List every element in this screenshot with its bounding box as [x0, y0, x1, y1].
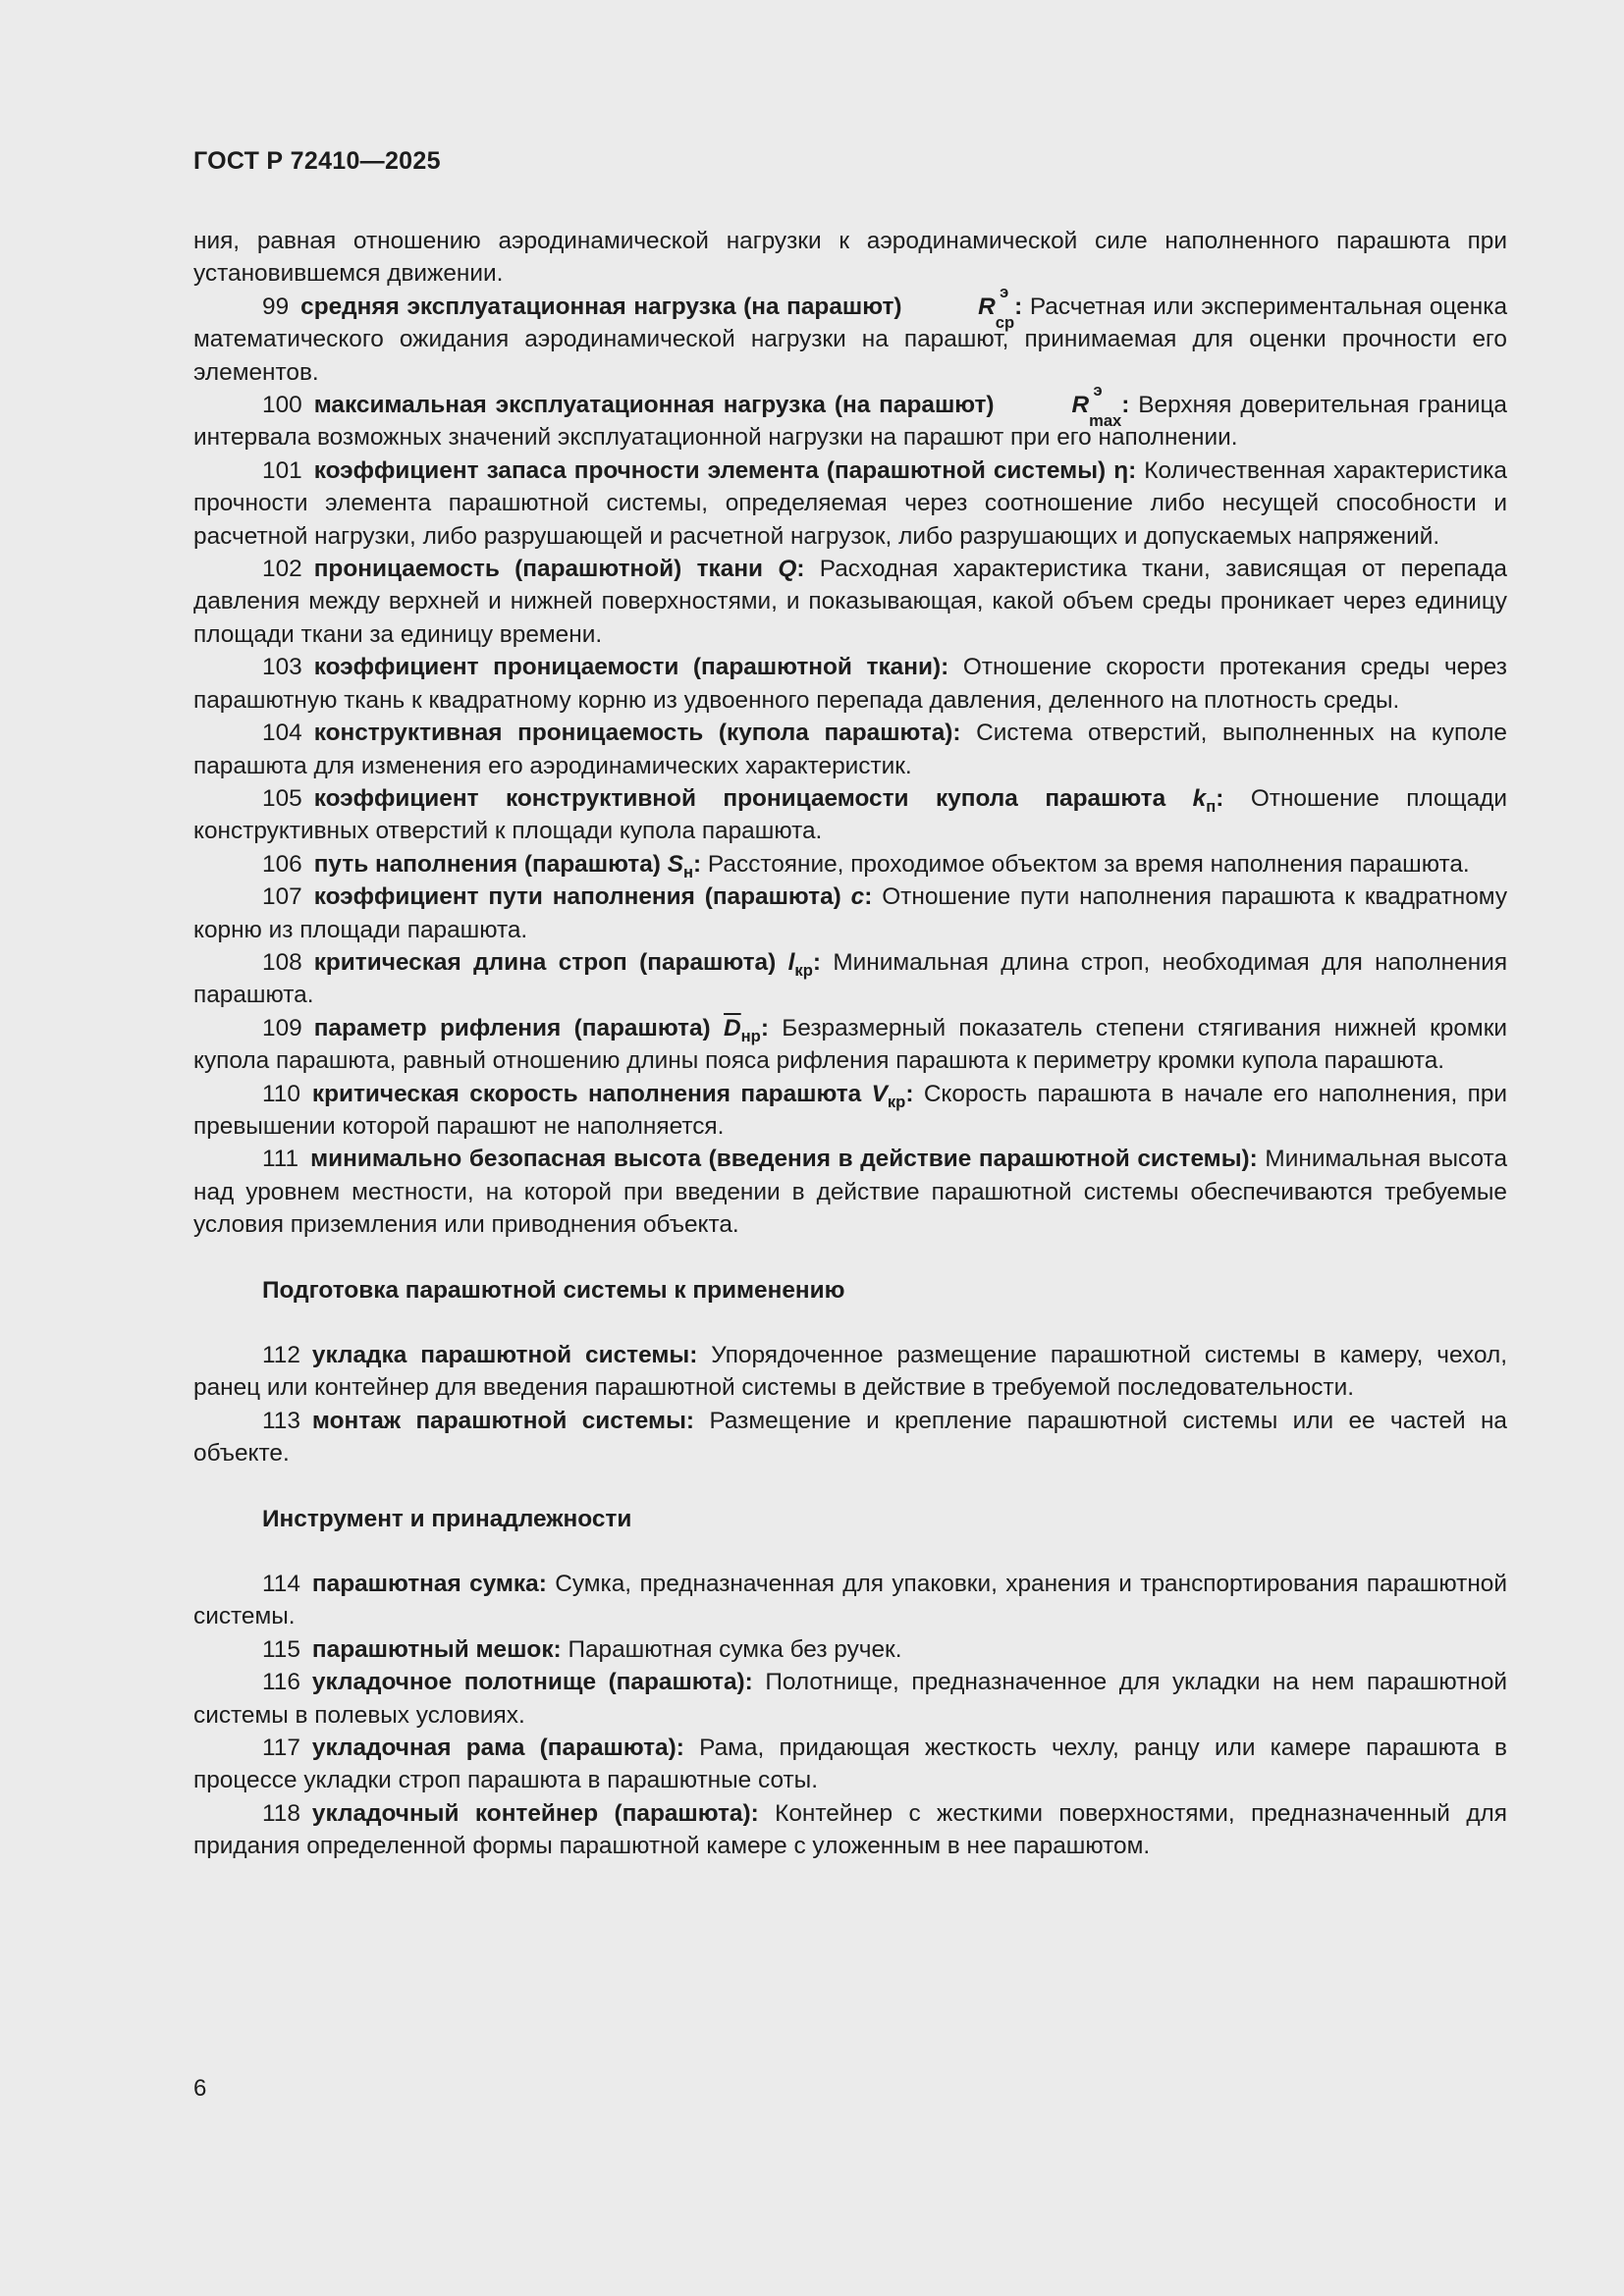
term-symbol: c [850, 883, 865, 911]
term-name: укладка парашютной системы: [311, 1342, 698, 1368]
term-number: 109 [262, 1014, 302, 1041]
term-109: 109 параметр рифления (парашюта) $\overline{D}_{нр}$: Безразмерный показатель степени стягивания нижней кромки купола парашюта, равный отношению длины пояса рифления парашюта к периметру кромки купола парашюта. [193, 1014, 1508, 1075]
term-name: путь наполнения (парашюта) [313, 850, 661, 878]
term-number: 116 [262, 1669, 300, 1696]
term-symbol: $k_п$ [1192, 784, 1217, 816]
term-115 [193, 1633, 1507, 1666]
term-definition: Отношение площади конструктивных отверстий к площади купола парашюта. [193, 784, 1508, 845]
term-name: критическая скорость наполнения парашюта [311, 1080, 862, 1107]
term-number: 99 [262, 293, 290, 320]
term-number: 106 [262, 850, 302, 878]
term-name: коэффициент запаса прочности элемента (парашютной системы) η: [313, 456, 1137, 484]
term-symbol: Q [778, 556, 797, 583]
term-number: 101 [262, 456, 302, 484]
term-107: 107 коэффициент пути наполнения (парашюта) c: Отношение пути наполнения парашюта к квадратному корню из площади парашюта. [193, 883, 1508, 943]
term-name: средняя эксплуатационная нагрузка (на парашют) [300, 293, 902, 320]
term-name: параметр рифления (парашюта) [313, 1014, 711, 1041]
term-name: укладочное полотнище (парашюта): [311, 1669, 753, 1696]
term-number: 114 [262, 1571, 300, 1598]
term-105: 105 коэффициент конструктивной проницаемости купола парашюта $k_п$: Отношение площади конструктивных отверстий к площади купола парашюта. [193, 784, 1508, 845]
term-117 [193, 1732, 1507, 1797]
term-symbol: R э $_{ср}$ [978, 282, 1015, 332]
page-number: 6 [193, 2075, 207, 2102]
term-number: 108 [262, 948, 302, 976]
term-102: 102 проницаемость (парашютной) ткани Q: Расходная характеристика ткани, зависящая от перепада давления между верхней и нижней поверхностями, и показывающая, какой объем среды проникает через единицу площади ткани за единицу времени. [193, 556, 1507, 648]
term-symbol: $\overline{D}_{нр}$ [724, 1014, 761, 1045]
term-number: 102 [262, 556, 302, 583]
term-103 [193, 651, 1507, 717]
term-113 [193, 1405, 1507, 1470]
term-definition: Упорядоченное размещение парашютной системы в камеру, чехол, ранец или контейнер для введения парашютной системы в действие в требуемой последовательности. [193, 1342, 1507, 1402]
term-definition: Полотнище, предназначенное для укладки на нем парашютной системы в полевых условиях. [193, 1669, 1508, 1729]
term-number: 103 [262, 654, 302, 681]
term-101 [193, 454, 1507, 553]
term-definition: Минимальная высота над уровнем местности, на которой при введении в действие парашютной системы обеспечиваются требуемые условия приземления или приводнения объекта. [193, 1146, 1508, 1239]
term-name: монтаж парашютной системы: [311, 1407, 695, 1434]
term-definition: Минимальная длина строп, необходимая для наполнения парашюта. [193, 948, 1508, 1009]
term-definition: Парашютная сумка без ручек. [568, 1635, 902, 1663]
term-number: 111 [262, 1146, 299, 1173]
term-name: укладочный контейнер (парашюта): [311, 1799, 759, 1827]
term-definition: Расстояние, проходимое объектом за время наполнения парашюта. [707, 850, 1470, 878]
term-number: 110 [262, 1080, 300, 1107]
term-99: 99 средняя эксплуатационная нагрузка (на парашют) R э $_{ср}$: Расчетная или экспериментальная оценка математического ожидания аэродинамической нагрузки на парашют, принимаемая для оценки прочности его элементов. [193, 282, 1508, 386]
term-112 [193, 1339, 1507, 1405]
term-symbol: $V_{кр}$ [871, 1080, 906, 1111]
term-111 [193, 1143, 1507, 1241]
term-name: критическая длина строп (парашюта) [313, 948, 777, 976]
term-definition: Контейнер с жесткими поверхностями, предназначенный для придания определенной формы парашютной камере с уложенным в нее парашютом. [193, 1799, 1507, 1860]
term-number: 107 [262, 883, 302, 911]
term-name: проницаемость (парашютной) ткани [313, 556, 764, 583]
term-number: 113 [262, 1407, 300, 1434]
term-100: 100 максимальная эксплуатационная нагрузка (на парашют) R э $_{max}$: Верхняя доверительная граница интервала возможных значений эксплуатационной нагрузки на парашют при его наполнении. [193, 381, 1507, 452]
term-definition: Отношение скорости протекания среды через парашютную ткань к квадратному корню из удвоенного перепада давления, деленного на плотность среды. [193, 654, 1507, 714]
term-name: максимальная эксплуатационная нагрузка (на парашют) [313, 392, 995, 419]
term-definition: Скорость парашюта в начале его наполнения, при превышении которой парашют не наполняется. [193, 1080, 1508, 1140]
term-106: 106 путь наполнения (парашюта) $S_н$: Расстояние, проходимое объектом за время наполнения парашюта. [262, 850, 1470, 881]
term-definition: Отношение пути наполнения парашюта к квадратному корню из площади парашюта. [193, 883, 1508, 943]
term-definition: Размещение и крепление парашютной системы или ее частей на объекте. [193, 1407, 1507, 1468]
term-definition: Сумка, предназначенная для упаковки, хранения и транспортирования парашютной системы. [193, 1571, 1507, 1630]
term-number: 100 [262, 392, 302, 419]
term-name: коэффициент проницаемости (парашютной ткани): [313, 654, 949, 681]
term-name: укладочная рама (парашюта): [311, 1735, 684, 1762]
section-heading-preparation: Подготовка парашютной системы к применению [262, 1276, 845, 1304]
term-name: минимально безопасная высота (введения в действие парашютной системы): [310, 1146, 1258, 1173]
document-body [193, 225, 1507, 1863]
term-name: парашютная сумка: [311, 1571, 547, 1598]
term-symbol: $l_{кр}$ [787, 948, 813, 980]
term-definition: Расходная характеристика ткани, зависящая от перепада давления между верхней и нижней поверхностями, и показывающая, какой объем среды проникает через единицу площади ткани за единицу времени. [193, 556, 1507, 648]
section-heading-tools: Инструмент и принадлежности [262, 1505, 632, 1532]
term-definition: Рама, придающая жесткость чехлу, ранцу или камере парашюта в процессе укладки строп парашюта в парашютные соты. [193, 1735, 1507, 1794]
term-name: конструктивная проницаемость (купола парашюта): [313, 720, 961, 747]
term-number: 112 [262, 1342, 300, 1368]
term-number: 117 [262, 1735, 300, 1762]
term-symbol: $S_н$ [667, 850, 694, 881]
term-definition: Количественная характеристика прочности элемента парашютной системы, определяемая через соотношение либо несущей способности и расчетной нагрузки, либо разрушающей и расчетной нагрузок, либо разрушающих и допускаемых напряжений. [193, 456, 1507, 550]
term-name: коэффициент конструктивной проницаемости купола парашюта [313, 784, 1166, 812]
term-number: 105 [262, 784, 302, 812]
term-name: коэффициент пути наполнения (парашюта) [313, 883, 841, 911]
term-118 [193, 1797, 1507, 1863]
term-definition: Система отверстий, выполненных на куполе парашюта для изменения его аэродинамических характеристик. [193, 720, 1507, 779]
term-number: 115 [262, 1635, 300, 1663]
term-114 [193, 1568, 1507, 1633]
term-104 [193, 717, 1507, 782]
term-definition: Безразмерный показатель степени стягивания нижней кромки купола парашюта, равный отношению длины пояса рифления парашюта к периметру кромки купола парашюта. [193, 1014, 1508, 1075]
intro-paragraph: ния, равная отношению аэродинамической нагрузки к аэродинамической силе наполненного парашюта при установившемся движении. [193, 228, 1507, 288]
document-header: ГОСТ Р 72410—2025 [193, 147, 441, 175]
term-number: 104 [262, 720, 302, 747]
term-number: 118 [262, 1799, 300, 1827]
term-108: 108 критическая длина строп (парашюта) $l_{кр}$: Минимальная длина строп, необходимая для наполнения парашюта. [193, 948, 1508, 1009]
term-definition: Верхняя доверительная граница интервала возможных значений эксплуатационной нагрузки на парашют при его наполнении. [193, 392, 1507, 452]
term-110: 110 критическая скорость наполнения парашюта $V_{кр}$: Скорость парашюта в начале его наполнения, при превышении которой парашют не наполняется. [193, 1080, 1508, 1140]
term-name: парашютный мешок: [311, 1635, 562, 1663]
term-116 [193, 1666, 1507, 1732]
term-symbol: R э $_{max}$ [1071, 381, 1122, 430]
term-definition: Расчетная или экспериментальная оценка математического ожидания аэродинамической нагрузки на парашют, принимаемая для оценки прочности его элементов. [193, 293, 1508, 386]
